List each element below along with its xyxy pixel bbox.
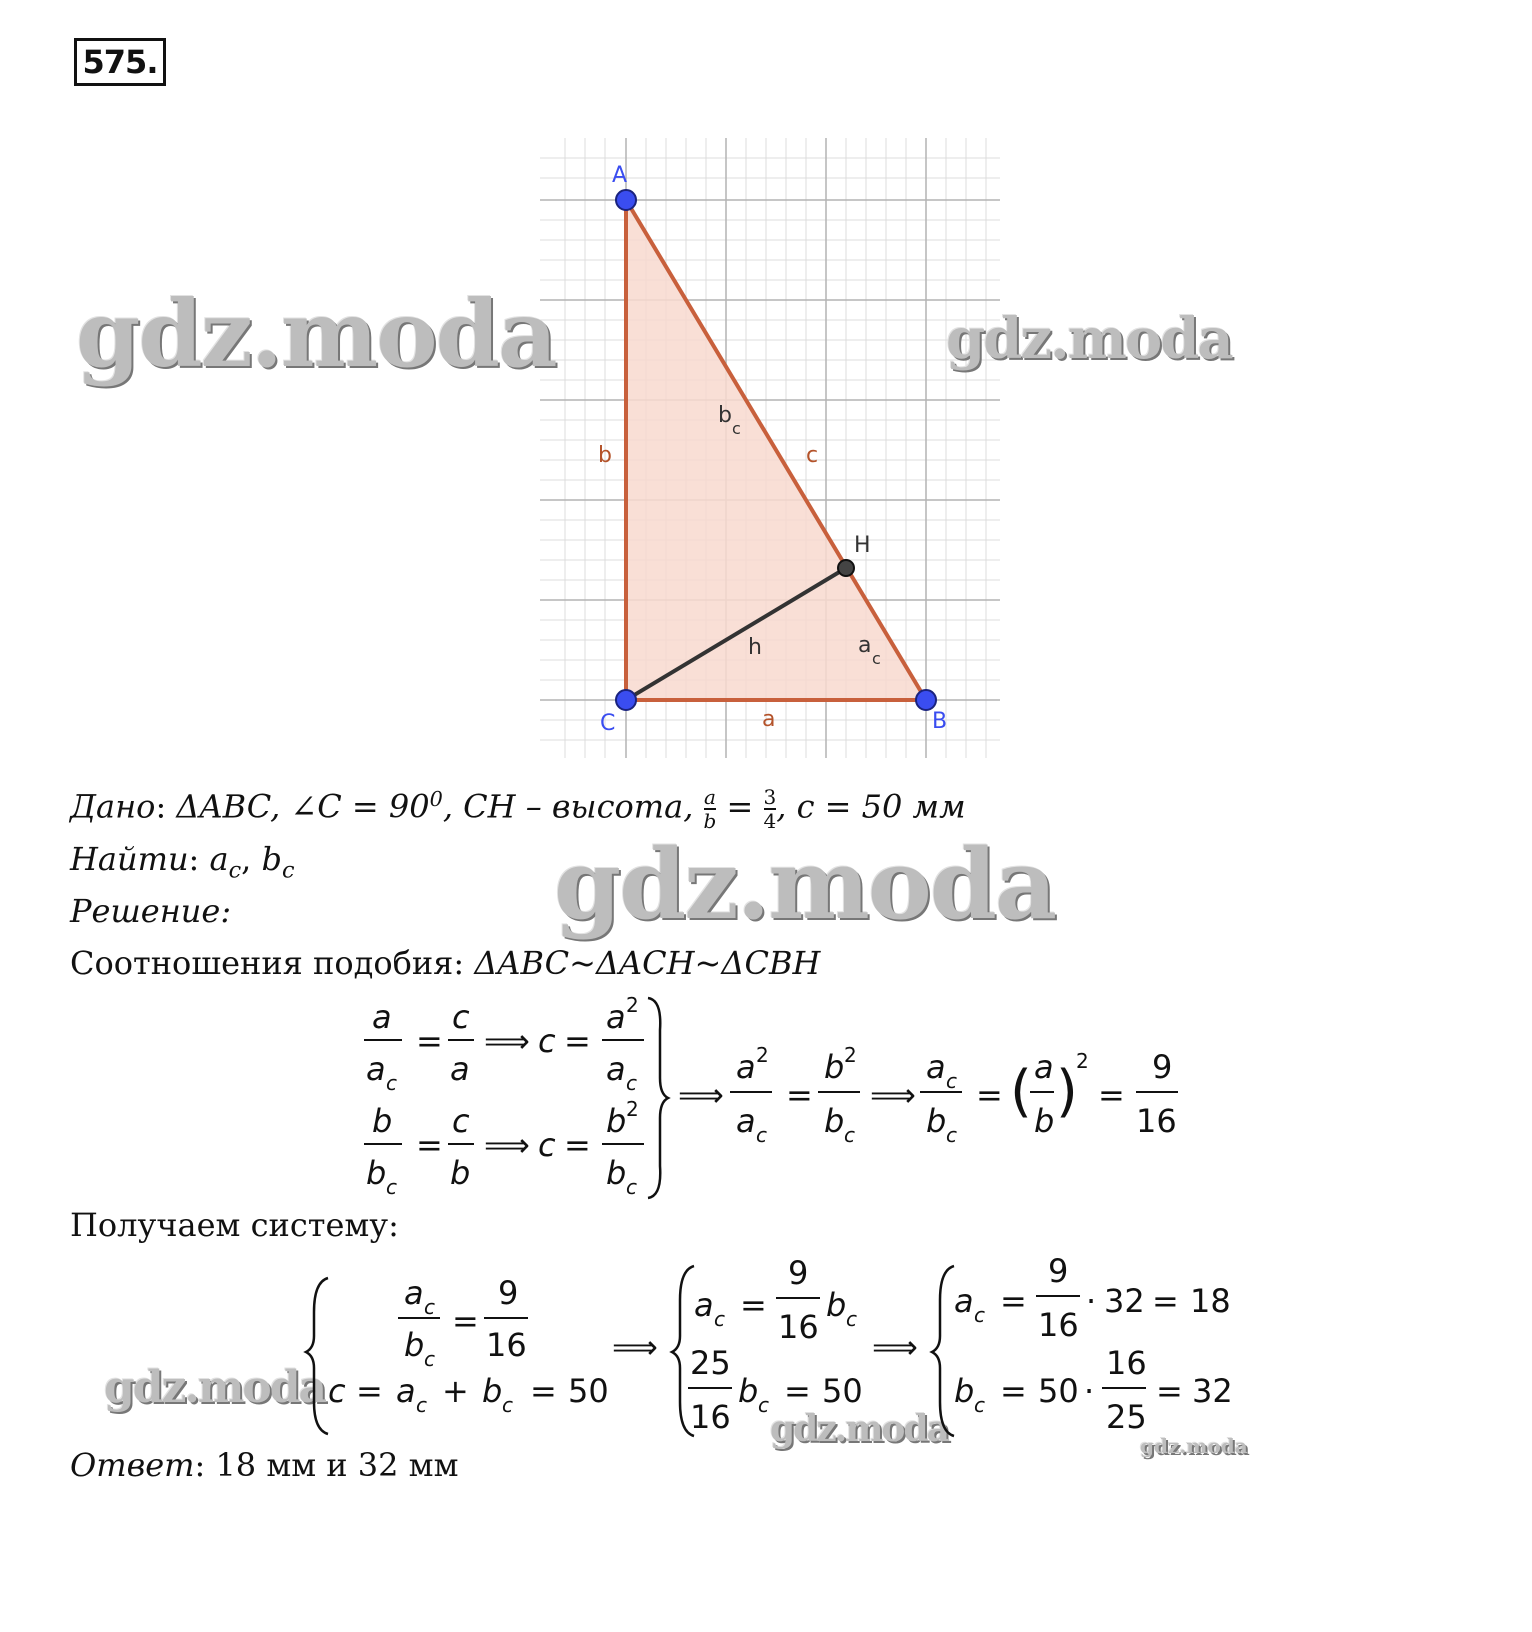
svg-text:c: c (424, 1295, 435, 1319)
given-text: ΔABC, ∠C = 90 (176, 787, 430, 826)
svg-text:b: b (738, 1372, 759, 1410)
svg-text:b: b (954, 1372, 975, 1410)
svg-text:·: · (1084, 1372, 1095, 1410)
svg-text:a: a (404, 1274, 424, 1312)
svg-text:⟹: ⟹ (872, 1328, 918, 1366)
svg-text:16: 16 (690, 1398, 731, 1436)
svg-text:9: 9 (498, 1274, 519, 1312)
svg-text:=: = (564, 1022, 591, 1060)
svg-text:): ) (1056, 1059, 1078, 1124)
find-line: Найти: $a_c$, $b_c$ (70, 840, 295, 884)
svg-text:=: = (416, 1022, 443, 1060)
svg-text:=: = (1156, 1372, 1183, 1410)
watermark: gdz.moda (554, 828, 1056, 941)
svg-text:9: 9 (788, 1254, 809, 1292)
given-mid: , CH – высота, (442, 787, 694, 826)
svg-text:a: a (736, 1102, 756, 1140)
svg-text:c: c (424, 1347, 435, 1371)
given-line: Дано: ΔABC, ∠C = $90^0$, CH – высота, $\frac{a}{b}$ = $\frac{3}{4}$ , c = 50 мм (70, 785, 966, 833)
svg-text:c: c (452, 1102, 470, 1140)
label-a: A (612, 163, 628, 188)
watermark: gdz.moda (76, 280, 556, 388)
svg-text:b: b (824, 1102, 845, 1140)
label-h: H (854, 533, 871, 558)
similarity-line: Соотношения подобия: ΔABC~ΔACH~ΔCBH (70, 944, 821, 982)
svg-text:c: c (756, 1123, 767, 1147)
watermark: gdz.moda (770, 1408, 948, 1450)
similarity-derivation (350, 990, 1230, 1210)
svg-text:25: 25 (690, 1344, 731, 1382)
svg-text:=: = (564, 1126, 591, 1164)
problem-number: 575. (74, 38, 166, 86)
svg-text:c: c (328, 1372, 346, 1410)
svg-text:b: b (606, 1102, 627, 1140)
svg-text:16: 16 (778, 1308, 819, 1346)
svg-text:c: c (626, 1175, 637, 1199)
svg-text:a: a (606, 998, 626, 1036)
svg-text:=: = (976, 1076, 1003, 1114)
svg-text:=: = (530, 1372, 557, 1410)
svg-text:b: b (404, 1326, 425, 1364)
point-a (616, 190, 636, 210)
label-side-a: a (762, 707, 776, 732)
answer-line: Ответ: 18 мм и 32 мм (70, 1446, 459, 1484)
svg-text:b: b (1034, 1102, 1055, 1140)
svg-text:32: 32 (1104, 1282, 1145, 1320)
svg-text:c: c (538, 1022, 556, 1060)
svg-text:a: a (396, 1372, 416, 1410)
svg-text:c: c (416, 1393, 427, 1417)
svg-text:=: = (1152, 1282, 1179, 1320)
svg-text:a: a (954, 1282, 974, 1320)
svg-text:c: c (974, 1393, 985, 1417)
svg-text:a: a (694, 1286, 714, 1324)
svg-text:⟹: ⟹ (678, 1076, 724, 1114)
given-degree: 0 (429, 786, 443, 811)
answer-text: 18 мм и 32 мм (215, 1446, 459, 1484)
svg-text:+: + (442, 1372, 469, 1410)
svg-text:·: · (1086, 1282, 1097, 1320)
system-solution (300, 1252, 1300, 1452)
svg-text:c: c (946, 1123, 957, 1147)
svg-text:=: = (786, 1076, 813, 1114)
svg-text:=: = (416, 1126, 443, 1164)
point-h (838, 560, 854, 576)
svg-text:b: b (606, 1154, 627, 1192)
svg-text:c: c (626, 1071, 637, 1095)
watermark: gdz.moda (946, 306, 1232, 372)
svg-text:25: 25 (1106, 1398, 1147, 1436)
solution-label: Решение: (70, 892, 232, 930)
svg-text:a: a (1034, 1048, 1054, 1086)
svg-text:a: a (736, 1048, 756, 1086)
svg-text:⟹: ⟹ (870, 1076, 916, 1114)
svg-text:b: b (482, 1372, 503, 1410)
svg-text:16: 16 (486, 1326, 527, 1364)
label-b: B (932, 709, 948, 734)
svg-text:32: 32 (1192, 1372, 1233, 1410)
triangle-figure (540, 138, 1020, 778)
svg-text:9: 9 (1048, 1252, 1069, 1290)
given-fraction-value: $\frac{3}{4}$ (763, 785, 777, 833)
given-label: Дано (70, 787, 156, 826)
watermark: gdz.moda (1140, 1434, 1248, 1458)
svg-text:a: a (926, 1048, 946, 1086)
svg-text:2: 2 (626, 1097, 639, 1121)
svg-text:b: b (824, 1048, 845, 1086)
svg-text:=: = (784, 1372, 811, 1410)
svg-text:⟹: ⟹ (484, 1126, 530, 1164)
label-side-b: b (598, 443, 612, 468)
point-c (616, 690, 636, 710)
svg-text:⟹: ⟹ (612, 1328, 658, 1366)
label-seg-b: b (718, 403, 732, 428)
point-b (916, 690, 936, 710)
svg-text:2: 2 (844, 1043, 857, 1067)
svg-text:b: b (450, 1154, 471, 1192)
svg-text:9: 9 (1152, 1048, 1173, 1086)
label-side-c: c (806, 443, 819, 468)
svg-text:⟹: ⟹ (484, 1022, 530, 1060)
label-c: C (600, 711, 616, 736)
given-fraction: $\frac{a}{b}$ (703, 785, 717, 833)
svg-text:=: = (1000, 1282, 1027, 1320)
svg-text:c: c (452, 998, 470, 1036)
svg-text:a: a (450, 1050, 470, 1088)
system-label: Получаем систему: (70, 1206, 399, 1244)
svg-text:=: = (356, 1372, 383, 1410)
given-tail: , c = 50 мм (776, 787, 966, 826)
svg-text:a: a (366, 1050, 386, 1088)
label-height-h: h (748, 635, 762, 660)
svg-text:b: b (366, 1154, 387, 1192)
svg-text:16: 16 (1106, 1344, 1147, 1382)
svg-text:c: c (846, 1307, 857, 1331)
svg-text:a: a (606, 1050, 626, 1088)
svg-text:50: 50 (822, 1372, 863, 1410)
svg-text:16: 16 (1136, 1102, 1177, 1140)
svg-text:=: = (1098, 1076, 1125, 1114)
svg-text:2: 2 (756, 1043, 769, 1067)
svg-text:(: ( (1010, 1059, 1032, 1124)
svg-text:b: b (826, 1286, 847, 1324)
svg-text:b: b (372, 1102, 393, 1140)
svg-text:c: c (758, 1393, 769, 1417)
svg-text:18: 18 (1190, 1282, 1231, 1320)
svg-text:c: c (844, 1123, 855, 1147)
svg-text:b: b (926, 1102, 947, 1140)
label-seg-b-sub: c (732, 419, 741, 438)
svg-text:c: c (386, 1175, 397, 1199)
svg-text:c: c (714, 1307, 725, 1331)
svg-text:16: 16 (1038, 1306, 1079, 1344)
svg-text:c: c (386, 1071, 397, 1095)
svg-text:c: c (538, 1126, 556, 1164)
label-seg-a-sub: c (872, 649, 881, 668)
svg-text:c: c (946, 1069, 957, 1093)
svg-text:=: = (1000, 1372, 1027, 1410)
label-seg-a: a (858, 633, 872, 658)
svg-text:a: a (372, 998, 392, 1036)
svg-text:2: 2 (626, 993, 639, 1017)
svg-text:50: 50 (568, 1372, 609, 1410)
svg-text:50: 50 (1038, 1372, 1079, 1410)
svg-text:c: c (974, 1303, 985, 1327)
svg-text:2: 2 (1076, 1049, 1089, 1073)
triangle-abc (626, 200, 926, 700)
watermark: gdz.moda (104, 1362, 326, 1413)
svg-text:c: c (502, 1393, 513, 1417)
svg-text:=: = (740, 1286, 767, 1324)
svg-text:=: = (452, 1302, 479, 1340)
